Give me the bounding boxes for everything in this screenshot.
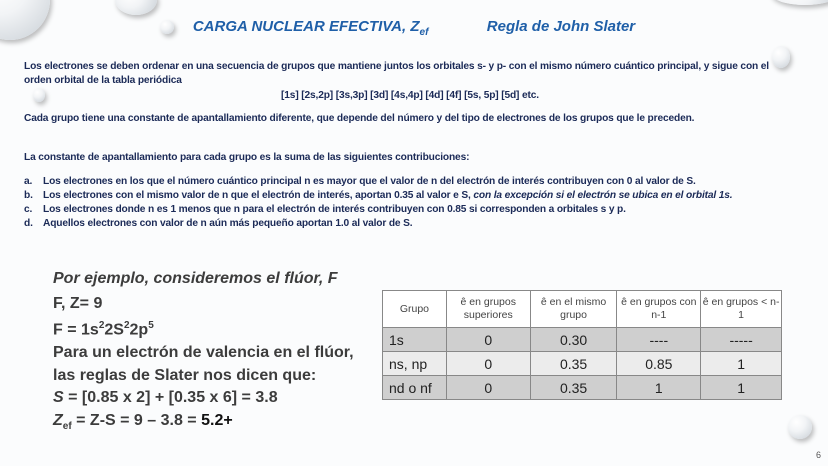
header-cell: Grupo <box>383 291 447 328</box>
example-heading: Por ejemplo, consideremos el flúor, F <box>53 270 338 287</box>
orbital-sequence: [1s] [2s,2p] [3s,3p] [3d] [4s,4p] [4d] [4f] [5s, 5p] [5d] etc. <box>281 90 539 101</box>
header-cell: ê en el mismo grupo <box>530 291 617 328</box>
slater-table <box>382 290 782 400</box>
table-row <box>383 352 782 376</box>
water-drop-decoration <box>770 0 828 5</box>
rule-item: c. Los electrones donde n es 1 menos que n para el electrón de interés contribuyen con 0.85 si corresponden a orbitales s y p. <box>24 204 626 215</box>
header-cell: ê en grupos con n-1 <box>617 291 701 328</box>
zef-calculation: $Z_{ef} = Z-S = 9 - 3.8 = 5.2+$ <box>53 411 233 433</box>
table-cell: ns, np <box>383 352 447 376</box>
atomic-number: F, Z= 9 <box>53 294 103 312</box>
table-cell: 0.35 <box>530 376 617 400</box>
table-cell: 1 <box>617 376 701 400</box>
intro-paragraph: Los electrones se deben ordenar en una secuencia de grupos que mantiene juntos los orbitales s- y p- con el mismo número cuántico principal, y sigue con el orden orbital de la tabla periódica <box>24 61 769 86</box>
title-main: CARGA NUCLEAR EFECTIVA, $Z_{ef}$ <box>192 18 429 38</box>
rule-item: a. Los electrones en los que el número cuántico principal n es mayor que el valor de n del electrón de interés contribuyen con 0 al valor de S. <box>24 176 696 187</box>
header-cell: ê en grupos < n-1 <box>701 291 782 328</box>
table-cell: 1s <box>383 328 447 352</box>
table-cell: 1 <box>701 352 782 376</box>
fluorine-example <box>53 268 354 439</box>
table-cell: 0.30 <box>530 328 617 352</box>
rule-item: b. Los electrones con el mismo valor de n que el electrón de interés, aportan 0.35 al valor e S, con la excepción si el electrón se ubica en el orbital 1s. <box>24 190 733 201</box>
rule-item: d. Aquellos electrones con valor de n aún más pequeño aportan 1.0 al valor de S. <box>24 218 413 229</box>
table-cell: 0.85 <box>617 352 701 376</box>
table-header-row <box>383 291 782 328</box>
table-row <box>383 376 782 400</box>
table-cell: nd o nf <box>383 376 447 400</box>
groups-paragraph: Cada grupo tiene una constante de apantallamiento diferente, que depende del número y del tipo de electrones de los grupos que le preceden. <box>24 113 695 124</box>
table-cell: 0 <box>446 376 530 400</box>
page-number: 6 <box>815 450 821 460</box>
table-cell: 0 <box>446 352 530 376</box>
example-line: Para un electrón de valencia en el flúor, <box>53 344 354 362</box>
example-line: las reglas de Slater nos dicen que: <box>53 366 317 384</box>
rules-list <box>24 175 796 231</box>
title-rule: Regla de John Slater <box>486 18 636 35</box>
table-cell: ----- <box>701 328 782 352</box>
s-calculation: S = [0.85 x 2] + [0.35 x 6] = 3.8 <box>53 389 278 407</box>
table-cell: 1 <box>701 376 782 400</box>
water-drop-decoration <box>788 415 812 439</box>
water-drop-decoration <box>115 0 157 15</box>
table-cell: 0.35 <box>530 352 617 376</box>
table-cell: ---- <box>617 328 701 352</box>
slide-title <box>0 18 828 38</box>
electron-config: $F = 1s^22S^22p^5$ <box>53 320 154 339</box>
table-row <box>383 328 782 352</box>
sum-paragraph: La constante de apantallamiento para cada grupo es la suma de las siguientes contribuciones: <box>24 152 470 163</box>
header-cell: ê en grupos superiores <box>446 291 530 328</box>
table-cell: 0 <box>446 328 530 352</box>
